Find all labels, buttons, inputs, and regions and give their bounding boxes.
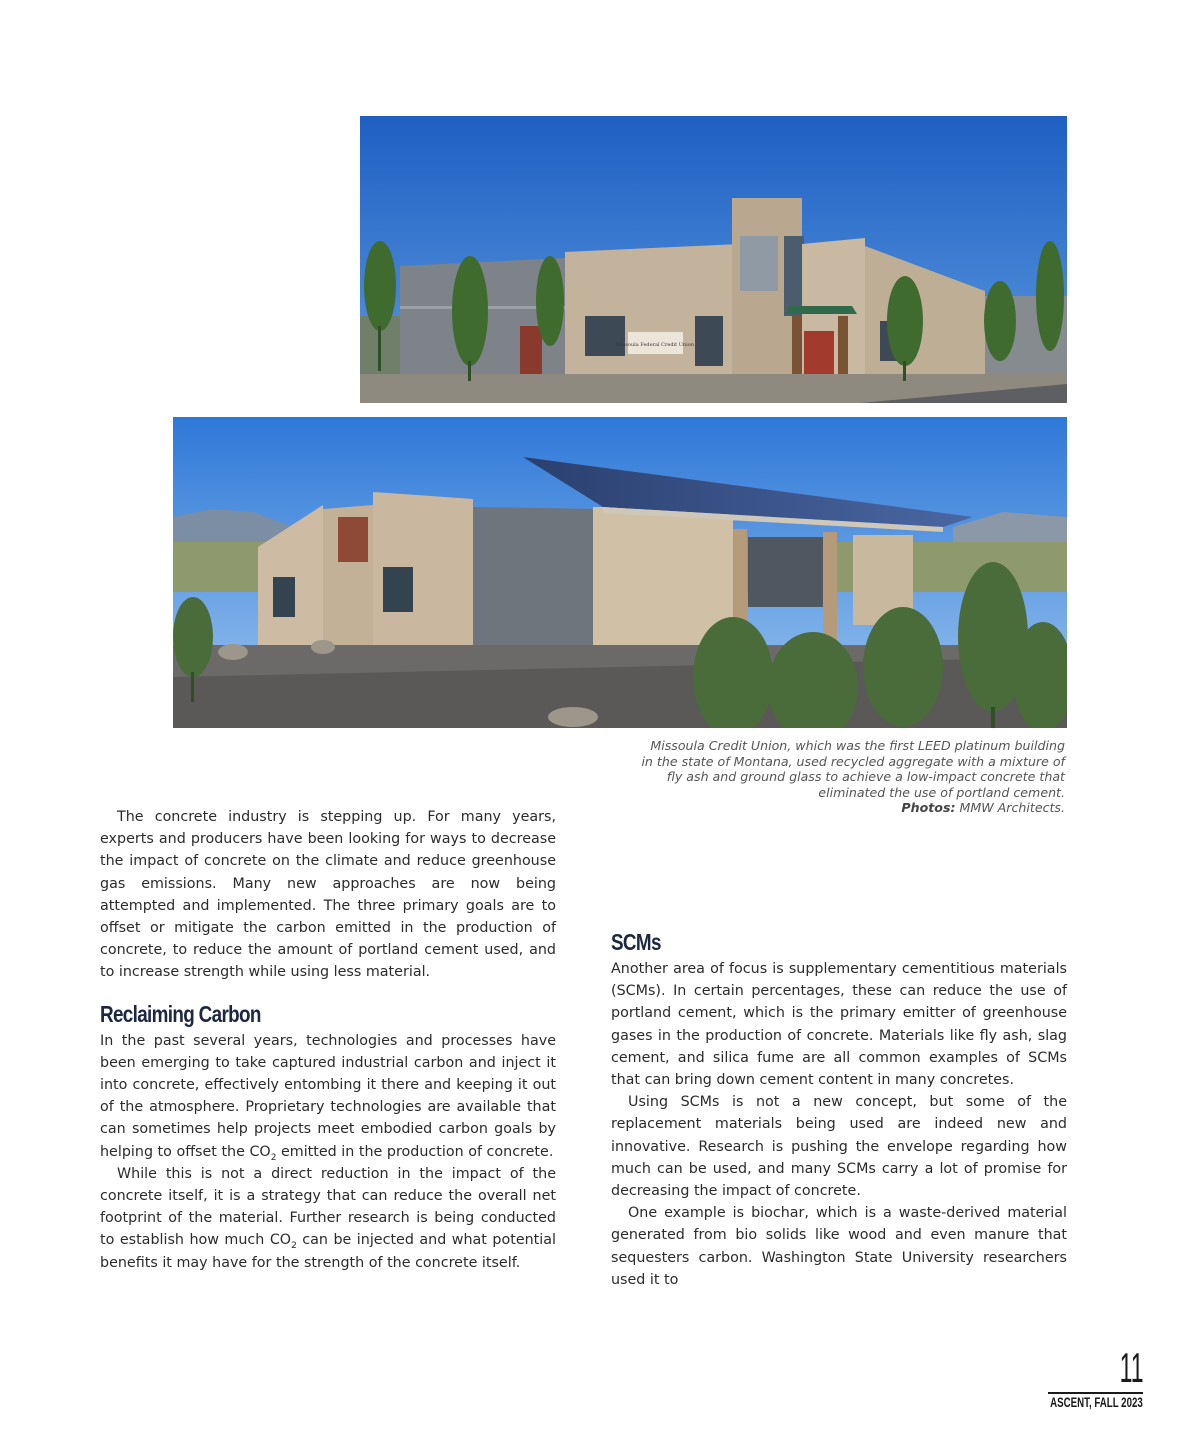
issue-label: ASCENT, FALL 2023 [1050, 1395, 1143, 1410]
photo-caption [640, 738, 1065, 816]
right-column [611, 928, 1067, 1291]
heading-scms: SCMs [611, 929, 661, 955]
footer-divider [1048, 1392, 1143, 1394]
caption-credit-label: Photos: [901, 800, 956, 816]
caption-text: Missoula Credit Union, which was the first LEED platinum building in the state of Montana, used recycled aggregate with a mixture of fly ash and ground glass to achieve a low-impact concrete that eliminated the use of portland cement. [641, 738, 1065, 800]
intro-paragraph: The concrete industry is stepping up. For many years, experts and producers have been looking for ways to decrease the impact of concrete on the climate and reduce greenhouse gas emissions. Many new approaches are now being attempted and implemented. The three primary goals are to offset or mitigate the carbon emitted in the production of concrete, to reduce the amount of portland cement used, and to increase strength while using less material. [100, 809, 556, 981]
reclaiming-paragraph-2: While this is not a direct reduction in the impact of the concrete itself, it is a strategy that can reduce the overall net footprint of the material. Further research is being conducted to establish how much $CO_2$ can be injected and what potential benefits it may have for the strength of the concrete itself. [100, 1165, 556, 1271]
photo-building-front [360, 116, 1067, 403]
left-column [100, 806, 556, 1274]
scms-paragraph-1: Another area of focus is supplementary cementitious materials (SCMs). In certain percentages, these can reduce the use of portland cement, which is the primary emitter of greenhouse gases in the production of concrete. Materials like fly ash, slag cement, and silica fume are all common examples of SCMs that can bring down cement content in many concretes. [611, 961, 1067, 1089]
reclaiming-paragraph-1: In the past several years, technologies and processes have been emerging to take captured industrial carbon and inject it into concrete, effectively entombing it there and keeping it out of the atmosphere. Proprietary technologies are available that can sometimes help projects meet embodied carbon goals by helping to offset the $CO_2$ emitted in the production of concrete. [100, 1032, 556, 1163]
svg-text:Missoula Federal Credit Union: Missoula Federal Credit Union [616, 342, 694, 348]
subscript-2: 2 [270, 1152, 277, 1163]
photo-building-drive-through [173, 417, 1067, 728]
caption-credit-value: MMW Architects. [959, 800, 1065, 816]
page-number: 11 [1120, 1344, 1144, 1391]
scms-paragraph-2: Using SCMs is not a new concept, but some of the replacement materials being used are indeed new and innovative. Research is pushing the envelope regarding how much can be used, and many SCMs carry a lot of promise for decreasing the impact of concrete. [611, 1094, 1067, 1200]
scms-paragraph-3: One example is biochar, which is a waste-derived material generated from bio solids like wood and even manure that sequesters carbon. Washington State University researchers used it to [611, 1205, 1067, 1288]
heading-reclaiming-carbon: Reclaiming Carbon [100, 1000, 261, 1027]
subscript-2: 2 [291, 1241, 297, 1252]
